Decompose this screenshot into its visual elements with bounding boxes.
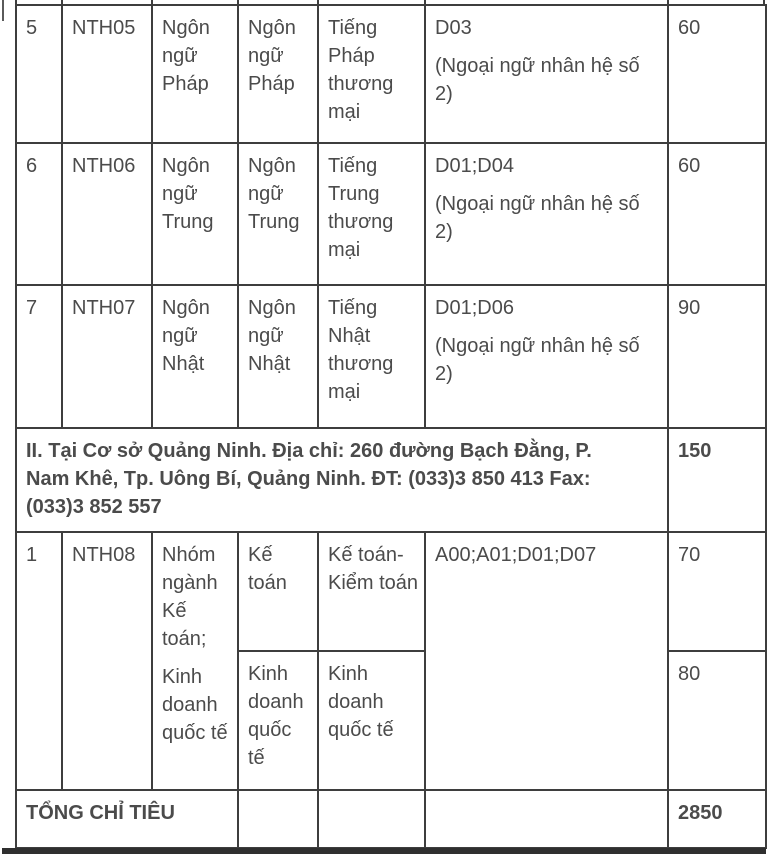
admission-quota-table [15,4,767,849]
section-title-cell [16,428,668,532]
total-value-cell: 2850 [668,790,766,848]
cell-combo [425,143,668,285]
cell-code: NTH05 [62,5,152,143]
cell-code: NTH06 [62,143,152,285]
combo-codes: D01;D06 [435,297,514,319]
section-title-line: Nam Khê, Tp. Uông Bí, Quảng Ninh. ĐT: (033)3 850 413 Fax: [26,468,591,490]
cell-major: Ngôn ngữ Nhật [238,285,318,428]
cell-code: NTH07 [62,285,152,428]
cell-major: Ngôn ngữ Pháp [238,5,318,143]
combo-note: (Ngoại ngữ nhân hệ số 2) [435,193,640,243]
section-quota-cell: 150 [668,428,766,532]
table-row-nth07 [16,285,766,428]
combo-note: (Ngoại ngữ nhân hệ số 2) [435,335,640,385]
total-row [16,790,766,848]
cell-major-group: Ngôn ngữ Trung [152,143,238,285]
table-row-nth06 [16,143,766,285]
combo-note: (Ngoại ngữ nhân hệ số 2) [435,55,640,105]
cell-quota: 90 [668,285,766,428]
cell-stt: 5 [16,5,62,143]
combo-codes: D01;D04 [435,155,514,177]
cell-quota: 60 [668,5,766,143]
section-title-line: II. Tại Cơ sở Quảng Ninh. Địa chỉ: 260 đường Bạch Đằng, P. [26,440,592,462]
cell-quota: 60 [668,143,766,285]
cell-specialization: Kế toán-Kiểm toán [318,532,425,651]
cell-specialization: Tiếng Trung thương mại [318,143,425,285]
table-row-nth05 [16,5,766,143]
cell-major: Ngôn ngữ Trung [238,143,318,285]
table-bottom-border [2,848,766,854]
cell-quota: 80 [668,651,766,790]
major-group-part: Nhóm ngành Kế toán; [162,544,218,650]
section-header-row [16,428,766,532]
cell-specialization: Tiếng Pháp thương mại [318,5,425,143]
cell-major: Kinh doanh quốc tế [238,651,318,790]
empty-cell [425,790,668,848]
cell-stt: 6 [16,143,62,285]
cell-specialization: Tiếng Nhật thương mại [318,285,425,428]
cell-code: NTH08 [62,532,152,790]
table-row-nth08-sub1 [16,532,766,651]
cell-major-group [152,532,238,790]
cell-major: Kế toán [238,532,318,651]
empty-cell [238,790,318,848]
cell-combo [425,285,668,428]
cell-stt: 1 [16,532,62,790]
total-label-cell: TỔNG CHỈ TIÊU [16,790,238,848]
empty-cell [318,790,425,848]
cell-major-group: Ngôn ngữ Pháp [152,5,238,143]
section-title-line: (033)3 852 557 [26,496,162,518]
cell-combo [425,5,668,143]
cell-quota: 70 [668,532,766,651]
cell-stt: 7 [16,285,62,428]
major-group-part: Kinh doanh quốc tế [162,666,228,744]
cropped-outer-border-stub [2,0,4,21]
cell-combo: A00;A01;D01;D07 [425,532,668,790]
cell-major-group: Ngôn ngữ Nhật [152,285,238,428]
combo-codes: D03 [435,17,472,39]
cell-specialization: Kinh doanh quốc tế [318,651,425,790]
